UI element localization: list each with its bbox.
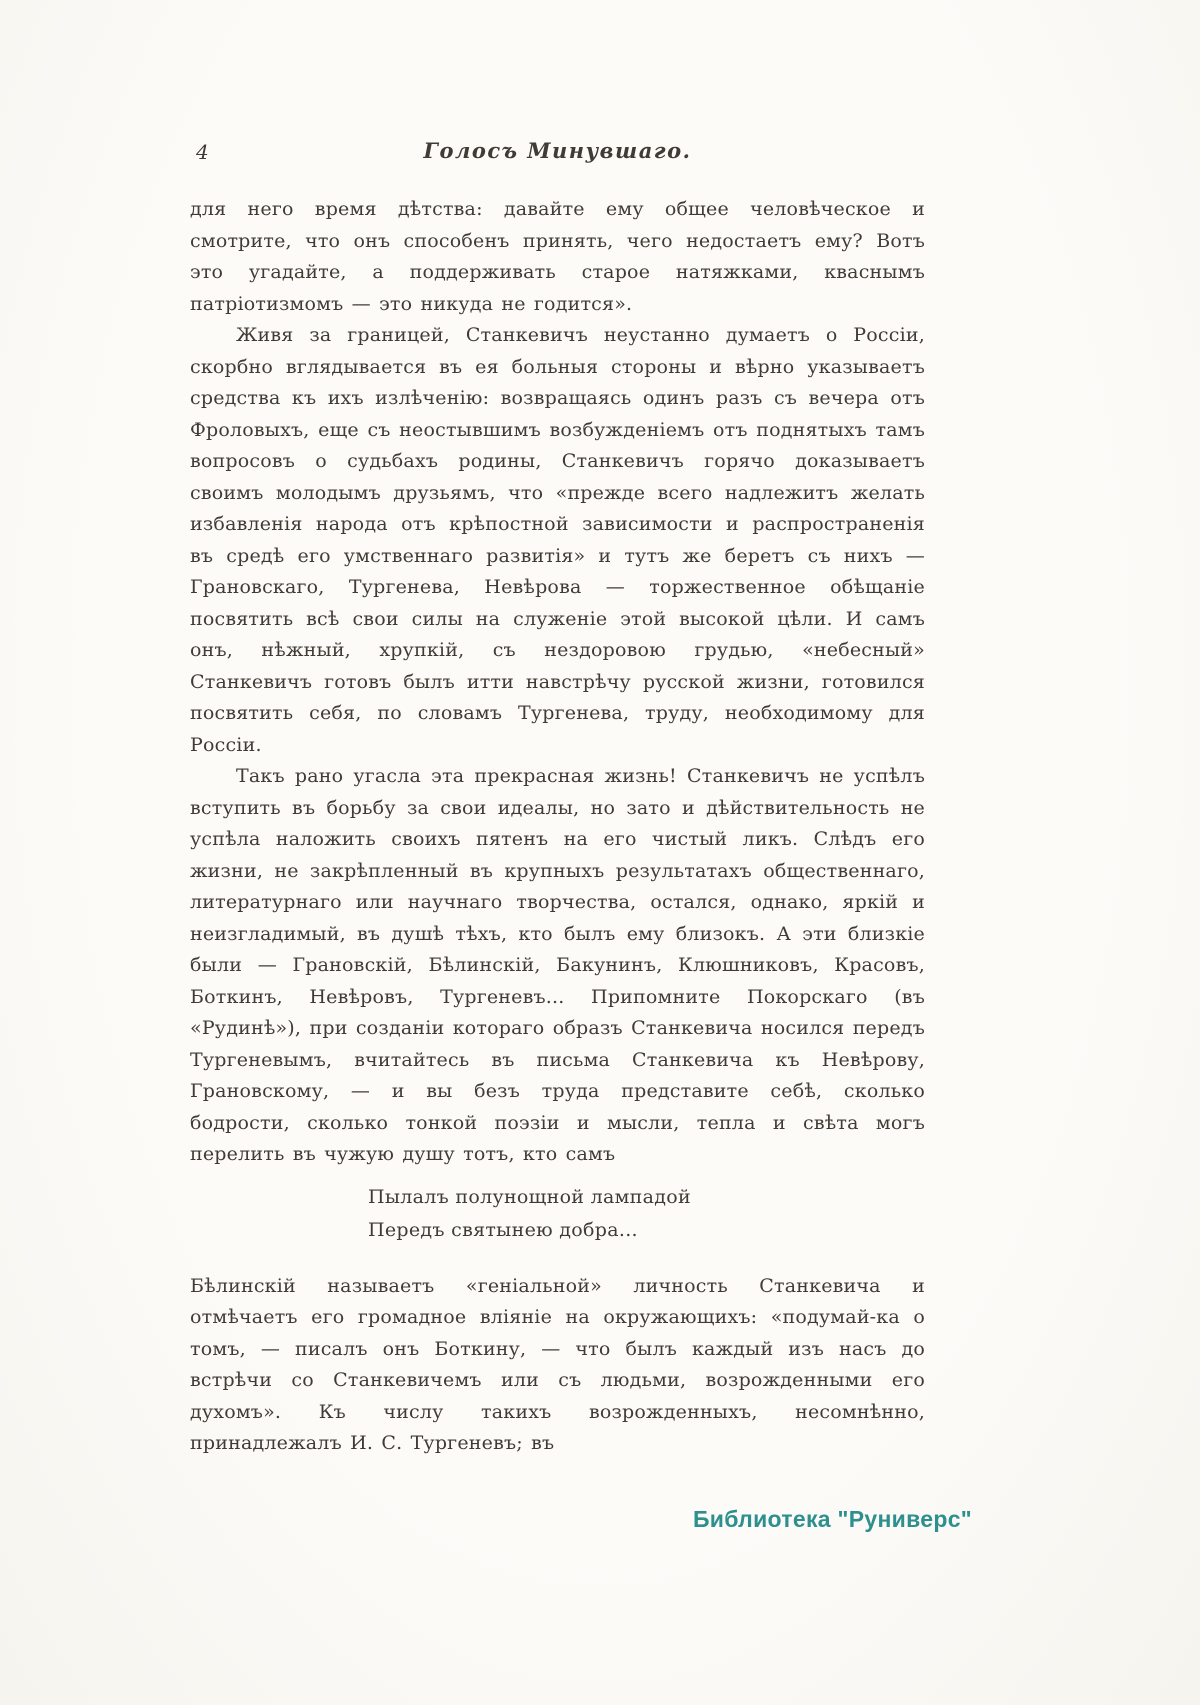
verse-line-2: Передъ святынею добра... <box>368 1218 638 1241</box>
watermark: Библиотека "Руниверс" <box>692 1506 972 1532</box>
page-number: 4 <box>196 140 209 164</box>
paragraph-belinskiy: Бѣлинскій называетъ «геніальной» личность Станкевича и отмѣчаетъ его громадное вліяніе на окружающихъ: «подумай-ка о томъ, — писалъ онъ Боткину, — что былъ каждый изъ насъ до встрѣчи со Станкевичемъ или съ людьми, возрожденными его духомъ». Къ числу такихъ возрожденныхъ, несомнѣнно, принадлежалъ И. С. Тургеневъ; въ <box>190 1274 925 1454</box>
paragraph-tak-rano-ugasla: Такъ рано угасла эта прекрасная жизнь! Станкевичъ не успѣлъ вступить въ борьбу за свои идеалы, но зато и дѣйствительность не успѣла наложить своихъ пятенъ на его чистый ликъ. Слѣдъ его жизни, не закрѣпленный въ крупныхъ результатахъ общественнаго, литературнаго или научнаго творчества, остался, однако, яркій и неизгладимый, въ душѣ тѣхъ, кто былъ ему близокъ. А эти близкіе были — Грановскій, Бѣлинскій, Бакунинъ, Клюшниковъ, Красовъ, Боткинъ, Невѣровъ, Тургеневъ... Припомните Покорскаго (въ «Рудинѣ»), при созданіи котораго образъ Станкевича носился передъ Тургеневымъ, вчитайтесь въ письма Станкевича къ Невѣрову, Грановскому, — и вы безъ труда представите себѣ, сколько бодрости, сколько тонкой поэзіи и мысли, тепла и свѣта могъ перелить въ чужую душу тотъ, кто самъ <box>190 765 925 1165</box>
paragraph-zhivya-za-granitsey: Живя за границей, Станкевичъ неустанно думаетъ о Россіи, скорбно вглядывается въ ея больныя стороны и вѣрно указываетъ средства къ ихъ излѣченію: возвращаясь одинъ разъ съ вечера отъ Фроловыхъ, еще съ неостывшимъ возбужденіемъ отъ поднятыхъ тамъ вопросовъ о судьбахъ родины, Станкевичъ горячо доказываетъ своимъ молодымъ друзьямъ, что «прежде всего надлежитъ желать избавленія народа отъ крѣпостной зависимости и распространенія въ средѣ его умственнаго развитія» и тутъ же беретъ съ нихъ — Грановскаго, Тургенева, Невѣрова — торжественное обѣщаніе посвятить всѣ свои силы на служеніе этой высокой цѣли. И самъ онъ, нѣжный, хрупкій, съ нездоровою грудью, «небесный» Станкевичъ готовъ былъ итти навстрѣчу русской жизни, готовился посвятить себя, по словамъ Тургенева, труду, необходимому для Россіи. <box>190 324 925 756</box>
page-header <box>190 138 925 174</box>
text-column <box>190 138 925 1460</box>
verse-block <box>368 1181 925 1247</box>
running-title: Голосъ Минувшаго. <box>423 138 692 163</box>
paragraph-continuation: для него время дѣтства: давайте ему общее человѣческое и смотрите, что онъ способенъ принять, чего недостаетъ ему? Вотъ это угадайте, а поддерживать старое натяжками, кваснымъ патріотизмомъ — это никуда не годится». <box>190 198 925 315</box>
verse-line-1: Пылалъ полунощной лампадой <box>368 1185 691 1208</box>
